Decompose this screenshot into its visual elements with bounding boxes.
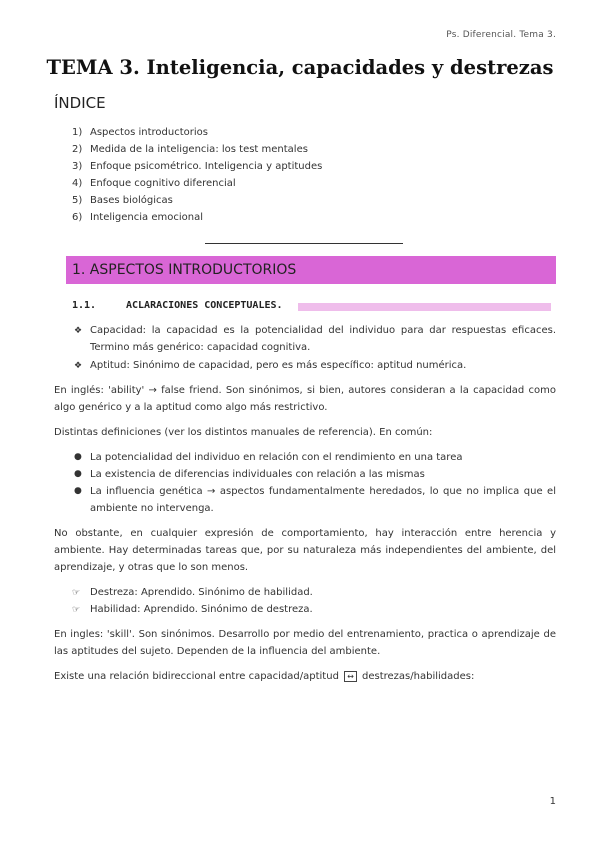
index-item-label: Bases biológicas — [90, 195, 173, 206]
index-item-label: Medida de la inteligencia: los test mentales — [90, 144, 308, 155]
index-item — [72, 175, 322, 192]
index-item-label: Enfoque cognitivo diferencial — [90, 178, 236, 189]
index-item — [72, 158, 322, 175]
skill-paragraph: En ingles: 'skill'. Son sinónimos. Desarrollo por medio del entrenamiento, practica o aprendizaje de las aptitudes del sujeto. Dependen de la influencia del ambiente. — [54, 629, 556, 657]
relation-text-before: Existe una relación bidireccional entre capacidad/aptitud — [54, 671, 339, 682]
bidirectional-arrow-icon: ↔ — [344, 671, 357, 682]
index-item — [72, 192, 322, 209]
diamond-bullet-icon: ❖ — [74, 361, 83, 371]
index-item-number: 2) — [72, 144, 83, 155]
horizontal-divider — [205, 243, 403, 244]
relation-line — [54, 668, 556, 685]
bullet-dot-icon: ● — [74, 486, 82, 496]
definition-item: La potencialidad del individuo en relación con el rendimiento en una tarea — [90, 452, 463, 463]
index-item-number: 4) — [72, 178, 83, 189]
index-item — [72, 124, 322, 141]
index-item-label: Inteligencia emocional — [90, 212, 203, 223]
definitions-intro: Distintas definiciones (ver los distintos manuales de referencia). En común: — [54, 427, 433, 438]
index-item-label: Aspectos introductorios — [90, 127, 208, 138]
index-heading: ÍNDICE — [54, 94, 106, 112]
pointing-hand-icon: ☞ — [72, 588, 81, 598]
pointing-hand-icon: ☞ — [72, 605, 81, 615]
definition-item: La existencia de diferencias individuales con relación a las mismas — [90, 469, 425, 480]
concept-item: Capacidad: la capacidad es la potencialidad del individuo para dar respuestas eficaces. Termino más genérico: capacidad cognitiva. — [90, 325, 556, 353]
subsection-highlight-bar — [298, 303, 551, 311]
diamond-bullet-icon: ❖ — [74, 326, 83, 336]
subsection-heading — [72, 300, 283, 311]
english-note-paragraph: En inglés: 'ability' → false friend. Son sinónimos, si bien, autores consideran a la capacidad como algo genérico y a la aptitud como algo más restrictivo. — [54, 385, 556, 413]
skill-item: Destreza: Aprendido. Sinónimo de habilidad. — [90, 587, 313, 598]
skill-item: Habilidad: Aprendido. Sinónimo de destreza. — [90, 604, 313, 615]
subsection-number: 1.1. — [72, 300, 97, 311]
index-item-number: 6) — [72, 212, 83, 223]
subsection-title: ACLARACIONES CONCEPTUALES. — [126, 300, 283, 311]
index-item-number: 5) — [72, 195, 83, 206]
index-list — [72, 124, 322, 226]
index-item-number: 3) — [72, 161, 83, 172]
definition-item: La influencia genética → aspectos fundamentalmente heredados, lo que no implica que el ambiente no intervenga. — [90, 486, 556, 514]
bullet-dot-icon: ● — [74, 452, 82, 462]
document-title: TEMA 3. Inteligencia, capacidades y destrezas — [46, 56, 554, 79]
index-item-number: 1) — [72, 127, 83, 138]
index-item-label: Enfoque psicométrico. Inteligencia y aptitudes — [90, 161, 323, 172]
relation-text-after: destrezas/habilidades: — [362, 671, 475, 682]
interaction-paragraph: No obstante, en cualquier expresión de comportamiento, hay interacción entre herencia y ambiente. Hay determinadas tareas que, por su naturaleza más independientes del ambiente, del aprendizaje, y otras que lo son menos. — [54, 528, 556, 573]
page-number: 1 — [549, 796, 556, 807]
index-item — [72, 209, 322, 226]
concept-item: Aptitud: Sinónimo de capacidad, pero es más específico: aptitud numérica. — [90, 360, 467, 371]
bullet-dot-icon: ● — [74, 469, 82, 479]
index-item — [72, 141, 322, 158]
section-heading-bar: 1. ASPECTOS INTRODUCTORIOS — [66, 256, 556, 284]
running-header: Ps. Diferencial. Tema 3. — [446, 30, 556, 40]
